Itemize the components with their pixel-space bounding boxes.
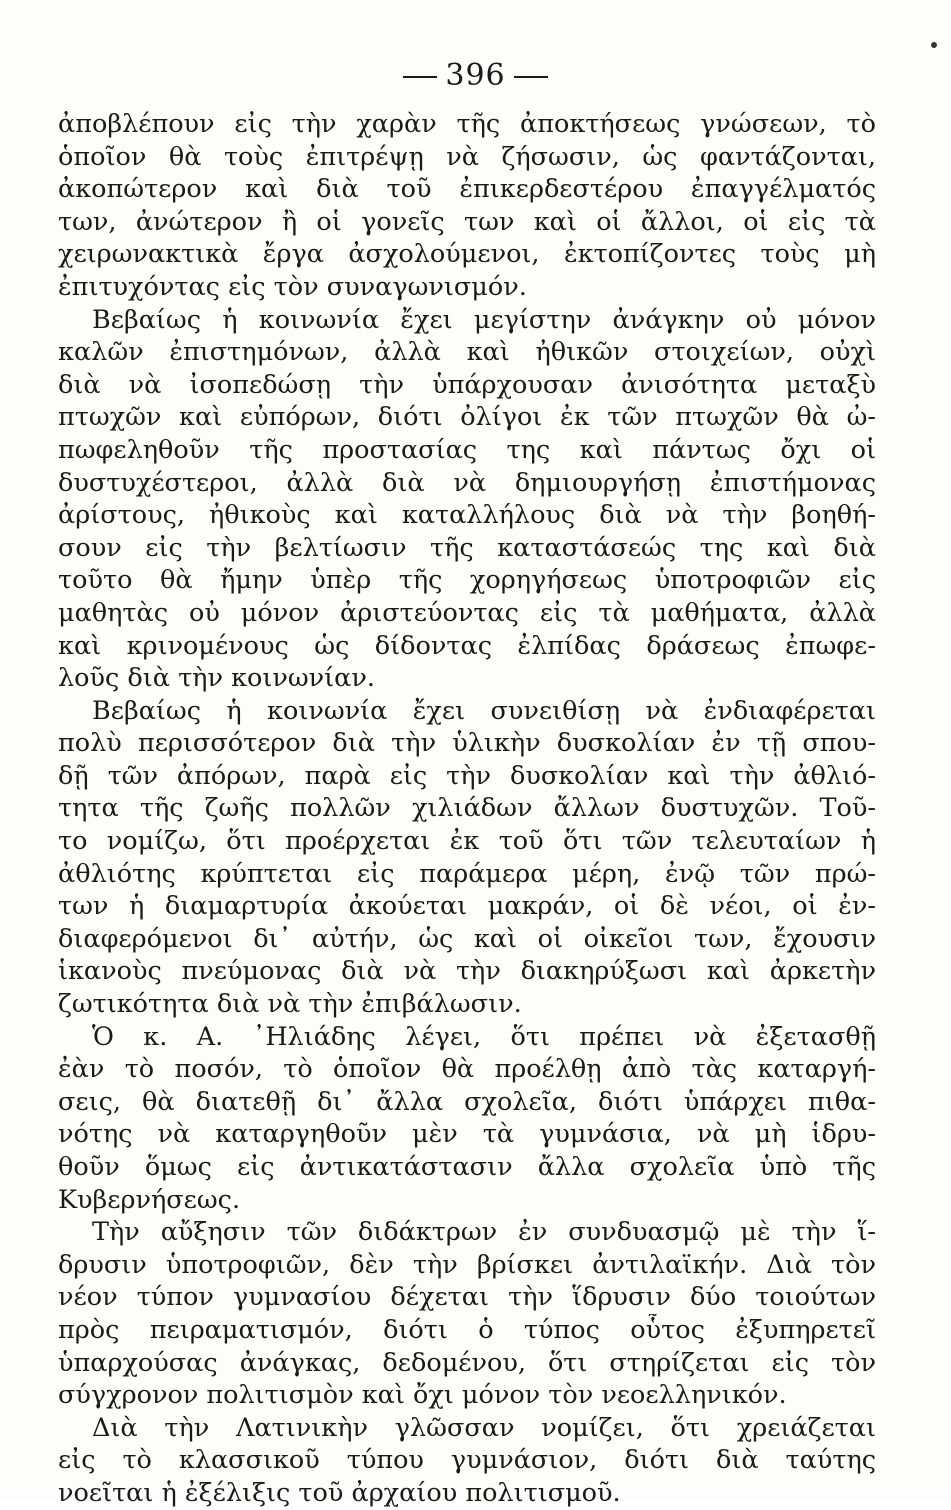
text-line: μαθητὰς οὐ μόνον ἀριστεύοντας εἰς τὰ μαθήματα, ἀλλὰ: [58, 597, 876, 628]
text-line: πρὸς πειραματισμόν, διότι ὁ τύπος οὗτος ἐξυπηρετεῖ: [58, 1314, 876, 1345]
text-line: πολὺ περισσότερον διὰ τὴν ὑλικὴν δυσκολίαν ἐν τῇ σπου-: [58, 728, 876, 759]
text-line: ἱκανοὺς πνεύμονας διὰ νὰ τὴν διακηρύξωσι καὶ ἀρκετὴν: [58, 956, 876, 987]
text-line: δυστυχέστεροι, ἀλλὰ διὰ νὰ δημιουργήσῃ ἐπιστήμονας: [58, 467, 876, 498]
paragraph: [58, 1021, 876, 1217]
text-line: σεις, θὰ διατεθῇ δι᾽ ἄλλα σχολεῖα, διότι ὑπάρχει πιθα-: [58, 1086, 876, 1117]
text-line: νοεῖται ἡ ἐξέλιξις τοῦ ἀρχαίου πολιτισμοῦ.: [58, 1477, 621, 1508]
text-line: εἰς τὸ κλασσικοῦ τύπου γυμνάσιον, διότι διὰ ταύτης: [58, 1445, 876, 1476]
text-line: Ὁ κ. Α. ᾿Ηλιάδης λέγει, ὅτι πρέπει νὰ ἐξετασθῇ: [92, 1021, 876, 1052]
text-line: Βεβαίως ἡ κοινωνία ἔχει συνειθίσῃ νὰ ἐνδιαφέρεται: [92, 695, 876, 726]
paragraph: [58, 1412, 876, 1510]
text-line: σουν εἰς τὴν βελτίωσιν τῆς καταστάσεώς της καὶ διὰ: [58, 532, 876, 563]
text-line: Διὰ τὴν Λατινικὴν γλῶσσαν νομίζει, ὅτι χρειάζεται: [92, 1412, 876, 1443]
text-line: θοῦν ὅμως εἰς ἀντικατάστασιν ἄλλα σχολεῖα ὑπὸ τῆς: [58, 1152, 876, 1182]
text-line: λοῦς διὰ τὴν κοινωνίαν.: [58, 663, 375, 694]
text-line: σύγχρονον πολιτισμὸν καὶ ὄχι μόνον τὸν νεοελληνικόν.: [58, 1380, 787, 1411]
right-dash: [514, 76, 548, 78]
text-line: ἀθλιότης κρύπτεται εἰς παράμερα μέρη, ἐνῷ τῶν πρώ-: [58, 858, 876, 889]
text-line: των, ἀνώτερον ἢ οἱ γονεῖς των καὶ οἱ ἄλλοι, οἱ εἰς τὰ: [58, 206, 876, 237]
text-line: διὰ νὰ ἰσοπεδώσῃ τὴν ὑπάρχουσαν ἀνισότητα μεταξὺ: [58, 369, 876, 400]
text-line: ἐπιτυχόντας εἰς τὸν συναγωνισμόν.: [58, 271, 527, 302]
text-line: χειρωνακτικὰ ἔργα ἀσχολούμενοι, ἐκτοπίζοντες τοὺς μὴ: [58, 239, 876, 270]
page-number-text: 396: [445, 58, 506, 93]
text-line: διαφερόμενοι δι᾽ αὐτήν, ὡς καὶ οἱ οἰκεῖοι των, ἔχουσιν: [58, 923, 876, 954]
text-line: δῇ τῶν ἀπόρων, παρὰ εἰς τὴν δυσκολίαν καὶ τὴν ἀθλιό-: [58, 760, 876, 791]
text-line: πτωχῶν καὶ εὐπόρων, διότι ὀλίγοι ἐκ τῶν πτωχῶν θὰ ὠ-: [58, 402, 876, 433]
body-text: [58, 108, 876, 1510]
text-line: καλῶν ἐπιστημόνων, ἀλλὰ καὶ ἠθικῶν στοιχείων, οὐχὶ: [58, 337, 876, 368]
text-line: τοῦτο θὰ ἤμην ὑπὲρ τῆς χορηγήσεως ὑποτροφιῶν εἰς: [58, 565, 876, 596]
text-line: καὶ κρινομένους ὡς δίδοντας ἐλπίδας δράσεως ἐπωφε-: [58, 630, 876, 661]
text-line: ὑπαρχούσας ἀνάγκας, δεδομένου, ὅτι στηρίζεται εἰς τὸν: [58, 1347, 876, 1378]
text-line: Βεβαίως ἡ κοινωνία ἔχει μεγίστην ἀνάγκην οὐ μόνον: [92, 304, 876, 335]
text-line: τητα τῆς ζωῆς πολλῶν χιλιάδων ἄλλων δυστυχῶν. Τοῦ-: [58, 793, 876, 824]
left-dash: [403, 76, 437, 78]
paragraph: [58, 1216, 876, 1412]
text-line: Τὴν αὔξησιν τῶν διδάκτρων ἐν συνδυασμῷ μὲ τὴν ἵ-: [92, 1217, 876, 1248]
text-line: ἀρίστους, ἠθικοὺς καὶ καταλλήλους διὰ νὰ τὴν βοηθή-: [58, 500, 876, 531]
text-line: πωφεληθοῦν τῆς προστασίας της καὶ πάντως ὄχι οἱ: [58, 434, 876, 465]
text-line: Κυβερνήσεως.: [58, 1184, 241, 1215]
paragraph: [58, 108, 876, 304]
page-number: [0, 58, 951, 93]
paragraph: [58, 304, 876, 695]
text-line: ὁποῖον θὰ τοὺς ἐπιτρέψῃ νὰ ζήσωσιν, ὡς φαντάζονται,: [58, 141, 876, 172]
text-line: ἀποβλέπουν εἰς τὴν χαρὰν τῆς ἀποκτήσεως γνώσεων, τὸ: [58, 109, 876, 139]
text-line: νότης νὰ καταργηθοῦν μὲν τὰ γυμνάσια, νὰ μὴ ἱδρυ-: [58, 1119, 876, 1150]
text-line: το νομίζω, ὅτι προέρχεται ἐκ τοῦ ὅτι τῶν τελευταίων ἡ: [58, 826, 876, 857]
text-line: νέον τύπον γυμνασίου δέχεται τὴν ἵδρυσιν δύο τοιούτων: [58, 1282, 876, 1313]
text-line: ἀκοπώτερον καὶ διὰ τοῦ ἐπικερδεστέρου ἐπαγγέλματός: [58, 174, 876, 205]
text-line: των ἡ διαμαρτυρία ἀκούεται μακράν, οἱ δὲ νέοι, οἱ ἐν-: [58, 891, 876, 922]
ink-spot: [931, 42, 937, 48]
text-line: ζωτικότητα διὰ νὰ τὴν ἐπιβάλωσιν.: [58, 989, 522, 1020]
text-line: δρυσιν ὑποτροφιῶν, δὲν τὴν βρίσκει ἀντιλαϊκήν. Διὰ τὸν: [58, 1249, 876, 1280]
paragraph: [58, 695, 876, 1021]
text-line: ἐὰν τὸ ποσόν, τὸ ὁποῖον θὰ προέλθῃ ἀπὸ τὰς καταργή-: [58, 1054, 876, 1085]
